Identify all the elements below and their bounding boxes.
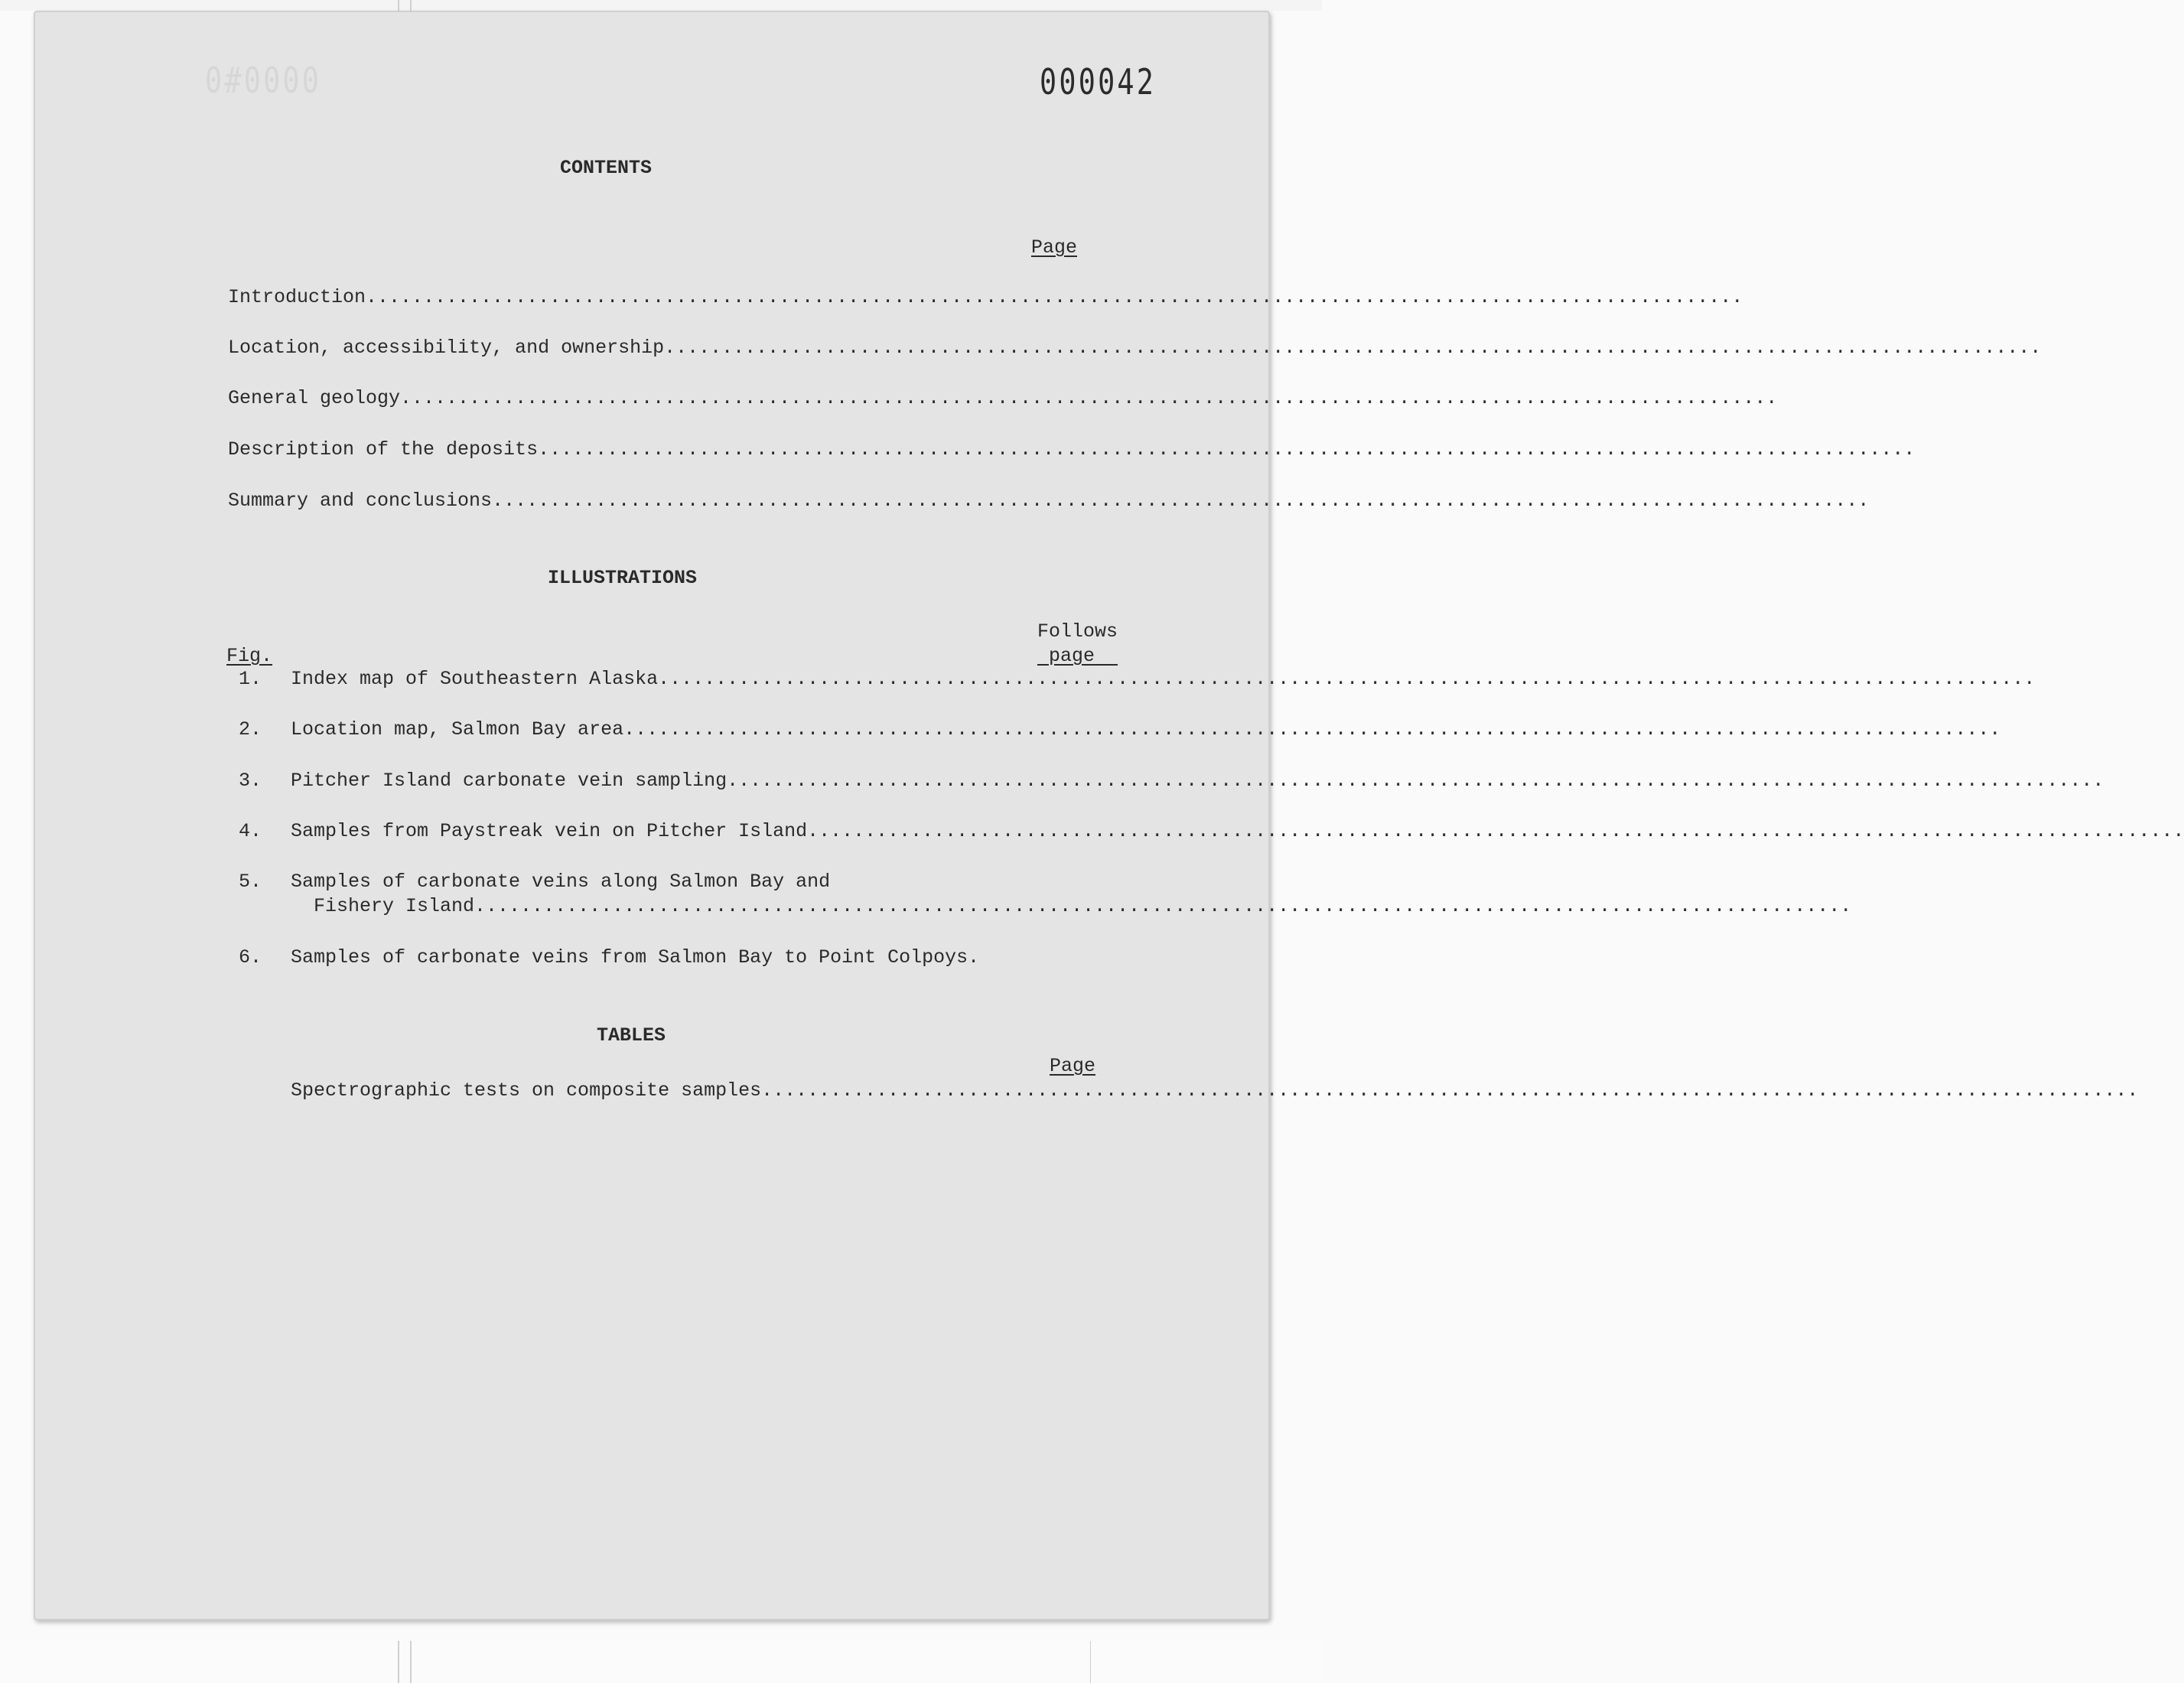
figure-entry xyxy=(291,769,2104,793)
contents-entry xyxy=(228,489,1870,513)
figure-entry-text: Samples from Paystreak vein on Pitcher Island xyxy=(291,820,808,842)
document-stamp-number: 000042 xyxy=(1040,61,1157,103)
figure-entry-text: Fishery Island xyxy=(314,895,475,917)
dot-leader: ........................................................................................................................ xyxy=(400,387,1778,409)
dot-leader: ........................................................................................................................ xyxy=(664,337,2042,359)
dot-leader: ........................................................................................................................ xyxy=(807,820,2184,842)
dot-leader: ........................................................................................................................ xyxy=(658,668,2036,690)
table-entry xyxy=(291,1079,2139,1103)
contents-entry xyxy=(228,285,1743,310)
figure-entry xyxy=(314,894,1852,919)
dot-leader: ........................................................................................................................ xyxy=(474,895,1852,917)
dot-leader: ........................................................................................................................ xyxy=(761,1079,2139,1102)
figure-entry-text: Index map of Southeastern Alaska xyxy=(291,668,659,690)
contents-entry-text: Location, accessibility, and ownership xyxy=(228,337,665,359)
contents-entry xyxy=(228,336,2042,360)
document-page xyxy=(34,11,2184,1620)
dot-leader: ........................................................................................................................ xyxy=(727,770,2104,792)
contents-entry xyxy=(228,386,1778,411)
scan-artifact xyxy=(398,0,399,11)
figure-number: 6. xyxy=(239,946,262,968)
fig-label: Fig. xyxy=(226,645,273,667)
figure-number: 1. xyxy=(239,668,262,690)
scan-artifact xyxy=(1090,1641,1091,1683)
contents-entry-text: Summary and conclusions xyxy=(228,490,493,512)
dot-leader: ........................................................................................................................ xyxy=(623,718,2001,741)
tables-heading: TABLES xyxy=(597,1024,666,1047)
contents-entry xyxy=(228,438,1915,462)
figure-entry-text: Samples of carbonate veins along Salmon Bay and xyxy=(291,871,831,893)
contents-entry-text: Description of the deposits xyxy=(228,438,539,461)
figure-number: 2. xyxy=(239,718,262,741)
contents-heading: CONTENTS xyxy=(560,157,653,179)
contents-entry-text: Introduction xyxy=(228,286,366,308)
scan-artifact xyxy=(410,0,412,11)
faded-stamp-number: 0#0000 xyxy=(205,60,322,101)
figure-number: 4. xyxy=(239,820,262,842)
figure-number: 5. xyxy=(239,871,262,893)
figure-entry xyxy=(291,667,2036,692)
figure-entry xyxy=(291,718,2001,742)
follows-label: Follows xyxy=(1037,620,1118,643)
follows-page-label: page xyxy=(1049,645,1095,667)
scan-artifact xyxy=(410,1641,412,1683)
figure-entry xyxy=(291,819,2184,844)
figure-entry-text: Pitcher Island carbonate vein sampling xyxy=(291,770,727,792)
figure-number: 3. xyxy=(239,770,262,792)
table-entry-text: Spectrographic tests on composite samples xyxy=(291,1079,762,1102)
scan-artifact xyxy=(398,1641,399,1683)
scan-top-margin xyxy=(0,0,1322,11)
dot-leader: ........................................................................................................................ xyxy=(366,286,1743,308)
figure-entry-text: Location map, Salmon Bay area xyxy=(291,718,624,741)
tables-page-label: Page xyxy=(1050,1055,1096,1077)
figure-entry: Samples of carbonate veins from Salmon Bay to Point Colpoys. xyxy=(291,946,980,968)
dot-leader: ........................................................................................................................ xyxy=(538,438,1915,461)
contents-entry-text: General geology xyxy=(228,387,401,409)
dot-leader: ........................................................................................................................ xyxy=(492,490,1870,512)
contents-page-label: Page xyxy=(1031,236,1078,259)
scan-bottom-margin xyxy=(0,1641,1322,1683)
illustrations-heading: ILLUSTRATIONS xyxy=(548,567,698,589)
